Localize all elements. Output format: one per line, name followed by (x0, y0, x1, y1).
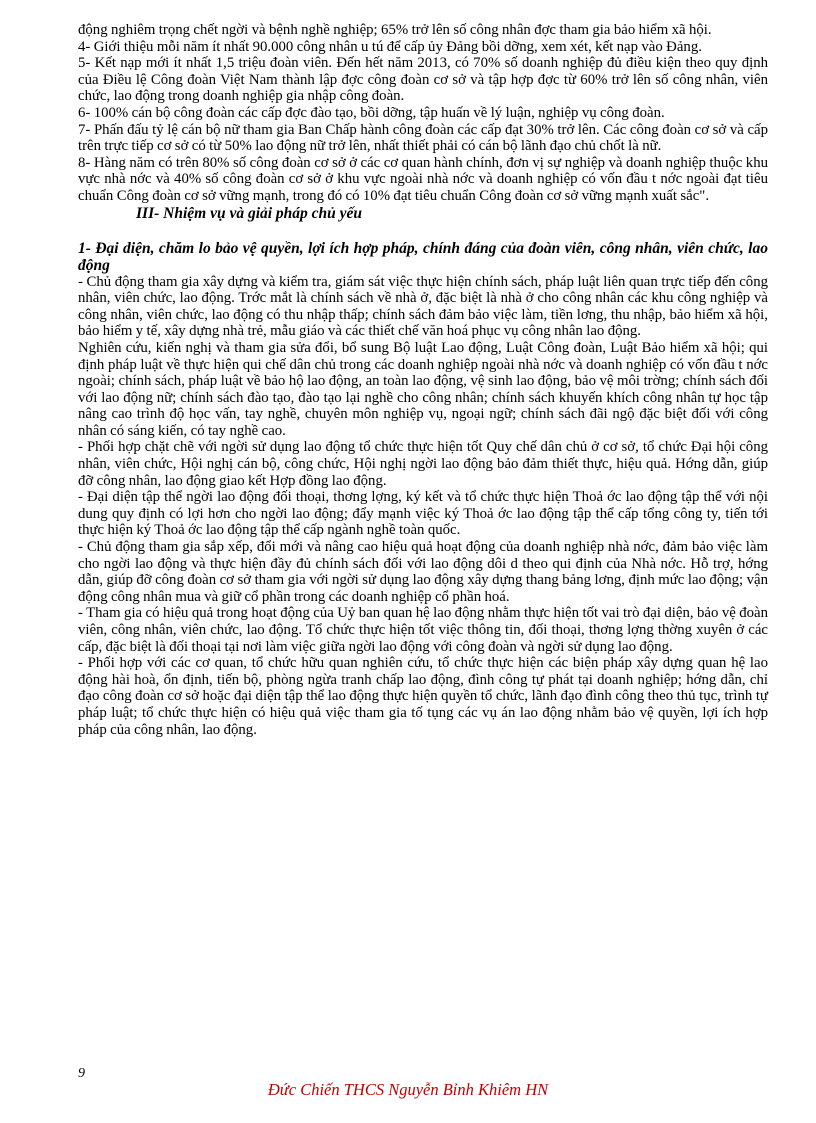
paragraph: - Chủ động tham gia xây dựng và kiểm tra, giám sát việc thực hiện chính sách, pháp luật liên quan trực tiếp đến công nhân, viên chức, lao động. Trớc mắt là chính sách về nhà ở, đặc biệt là nhà ở cho công nhân các khu công nghiệp và công nhân, viên chức, lao động có thu nhập thấp; chính sách đảm bảo việc làm, tiền lơng, thu nhập, bảo hiểm xã hội, bảo hiểm y tế, xây dựng nhà trẻ, mẫu giáo và các thiết chế văn hoá phục vụ công nhân lao động. (78, 273, 768, 340)
document-page (78, 22, 768, 738)
paragraph: 7- Phấn đấu tỷ lệ cán bộ nữ tham gia Ban Chấp hành công đoàn các cấp đạt 30% trở lên. Các công đoàn cơ sở và cấp trên trực tiếp cơ sở có từ 50% lao động nữ trở lên, nhất thiết phải có cán bộ lãnh đạo chủ chốt là nữ. (78, 121, 768, 155)
paragraph: 6- 100% cán bộ công đoàn các cấp đợc đào tạo, bồi dỡng, tập huấn về lý luận, nghiệp vụ công đoàn. (78, 104, 665, 121)
paragraph: 8- Hàng năm có trên 80% số công đoàn cơ sở ở các cơ quan hành chính, đơn vị sự nghiệp và doanh nghiệp thuộc khu vực nhà nớc và 40% số công đoàn cơ sở ở khu vực ngoài nhà nớc và doanh nghiệp có vốn đầu t nớc ngoài đạt tiêu chuẩn Công đoàn cơ sở vững mạnh, trong đó có 10% đạt tiêu chuẩn Công đoàn cơ sở vững mạnh xuất sắc". (78, 154, 768, 204)
paragraph: 4- Giới thiệu mỗi năm ít nhất 90.000 công nhân u tú để cấp ủy Đảng bồi dỡng, xem xét, kết nạp vào Đảng. (78, 38, 702, 55)
paragraph: 5- Kết nạp mới ít nhất 1,5 triệu đoàn viên. Đến hết năm 2013, có 70% số doanh nghiệp đủ điều kiện theo quy định của Điều lệ Công đoàn Việt Nam thành lập đợc công đoàn cơ sở và tập hợp đợc từ 60% trở lên số công nhân, viên chức, lao động trong doanh nghiệp gia nhập công đoàn. (78, 55, 768, 105)
paragraph: - Phối hợp với các cơ quan, tổ chức hữu quan nghiên cứu, tổ chức thực hiện các biện pháp xây dựng quan hệ lao động hài hoà, ổn định, tiến bộ, phòng ngừa tranh chấp lao động, đình công tự phát tại doanh nghiệp; hớng dẫn, chỉ đạo công đoàn cơ sở hoặc đại diện tập thể lao động thực hiện quyền tổ chức, lãnh đạo đình công theo thủ tục, trình tự pháp luật; tổ chức thực hiện có hiệu quả việc tham gia tố tụng các vụ án lao động nhằm bảo vệ quyền, lợi ích hợp pháp của công nhân, lao động. (78, 655, 768, 738)
page-number: 9 (78, 1066, 85, 1081)
subsection-heading: 1- Đại diện, chăm lo bảo vệ quyền, lợi ích hợp pháp, chính đáng của đoàn viên, công nhân, viên chức, lao động (78, 239, 768, 274)
paragraph: Nghiên cứu, kiến nghị và tham gia sửa đổi, bổ sung Bộ luật Lao động, Luật Công đoàn, Luật Bảo hiểm xã hội; qui định pháp luật về thực hiện qui chế dân chủ trong các doanh nghiệp ngoài nhà nớc và doanh nghiệp có vốn đầu t nớc ngoài; chính sách, pháp luật về bảo hộ lao động, an toàn lao động, vệ sinh lao động, bảo vệ môi trờng; chính sách đối với lao động nữ; chính sách đào tạo, đào tạo lại nghề cho công nhân; chính sách khuyến khích công nhân tự học tập nâng cao trình độ học vấn, tay nghề, chuyên môn nghiệp vụ, ngoại ngữ; chính sách đãi ngộ đặc biệt đối với công nhân có sáng kiến, có tay nghề cao. (78, 339, 768, 439)
paragraph: động nghiêm trọng chết ngời và bệnh nghề nghiệp; 65% trở lên số công nhân đợc tham gia bảo hiểm xã hội. (78, 22, 712, 38)
paragraph: - Tham gia có hiệu quả trong hoạt động của Uỷ ban quan hệ lao động nhằm thực hiện tốt vai trò đại diện, bảo vệ đoàn viên, công nhân, viên chức, lao động. Tổ chức thực hiện tốt việc thông tin, đối thoại, thơng lợng thờng xuyên ở các cấp, đặc biệt là đối thoại tại nơi làm việc giữa ngời lao động với công đoàn và ngời sử dụng lao động. (78, 605, 768, 655)
paragraph: - Đại diện tập thể ngời lao động đối thoại, thơng lợng, ký kết và tổ chức thực hiện Thoả ớc lao động tập thể với nội dung quy định có lợi hơn cho ngời lao động; đẩy mạnh việc ký Thoả ớc lao động tập thể cấp tổng công ty, tiến tới thực hiện ký Thoả ớc lao động tập thể cấp ngành nghề toàn quốc. (78, 489, 768, 539)
paragraph: - Chủ động tham gia sắp xếp, đổi mới và nâng cao hiệu quả hoạt động của doanh nghiệp nhà nớc, đảm bảo việc làm cho ngời lao động và thực hiện đầy đủ chính sách đối với lao động dôi d theo qui định của Nhà nớc. Hỗ trợ, hớng dẫn, giúp đỡ công đoàn cơ sở tham gia với ngời sử dụng lao động xây dựng thang bảng lơng, định mức lao động; vận động công nhân mua và giữ cổ phần trong các doanh nghiệp cổ phần hoá. (78, 539, 768, 605)
section-heading: III- Nhiệm vụ và giải pháp chủ yếu (136, 204, 363, 222)
paragraph: - Phối hợp chặt chẽ với ngời sử dụng lao động tổ chức thực hiện tốt Quy chế dân chủ ở cơ sở, tổ chức Đại hội công nhân, viên chức, Hội nghị cán bộ, công chức, Hội nghị ngời lao động bảo đảm thiết thực, hiệu quả. Hớng dẫn, giúp đỡ công nhân, lao động giao kết Hợp đồng lao động. (78, 439, 768, 489)
page-footer: Đức Chiến THCS Nguyễn Bỉnh Khiêm HN (267, 1080, 549, 1099)
